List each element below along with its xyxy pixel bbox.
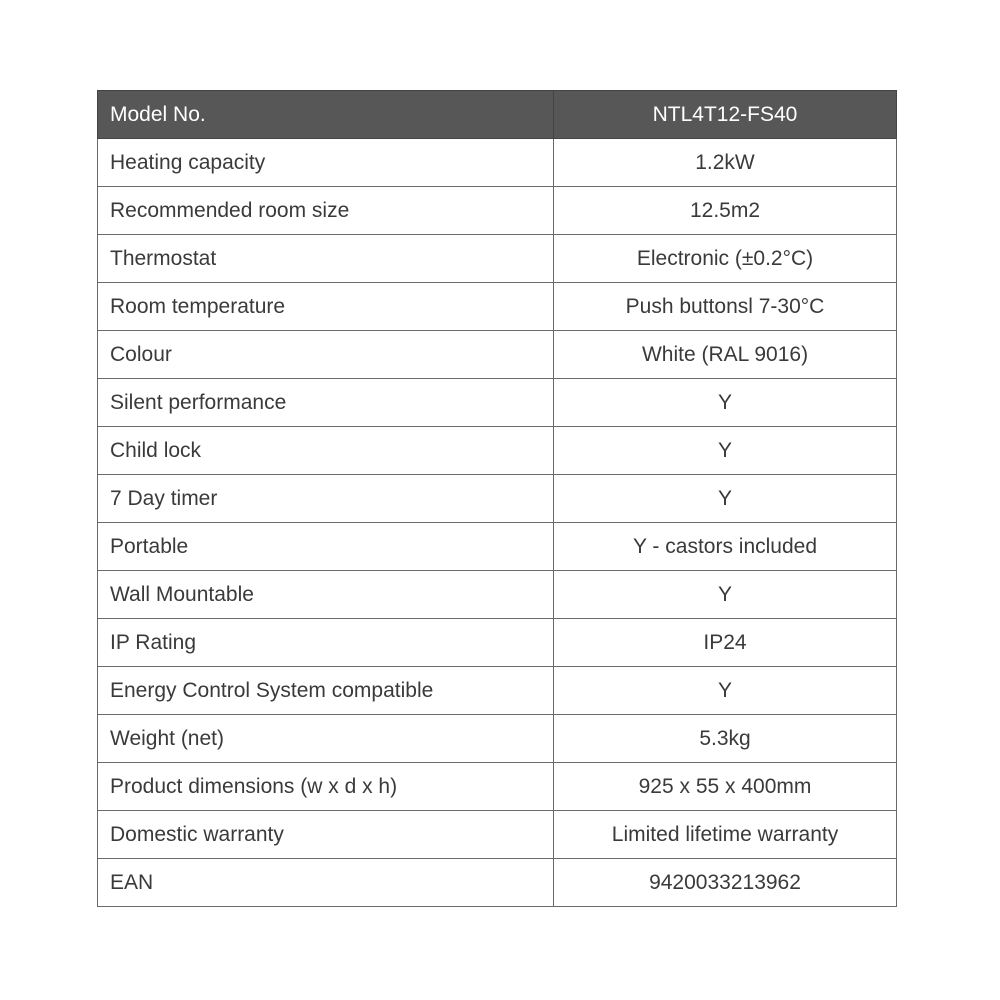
row-label: Colour xyxy=(98,331,554,379)
spec-table-header xyxy=(98,91,897,139)
row-value: Limited lifetime warranty xyxy=(554,811,897,859)
table-row xyxy=(98,715,897,763)
spec-table xyxy=(97,90,897,907)
table-row xyxy=(98,379,897,427)
row-value: Push buttonsl 7-30°C xyxy=(554,283,897,331)
table-row xyxy=(98,619,897,667)
row-value: 925 x 55 x 400mm xyxy=(554,763,897,811)
table-row xyxy=(98,667,897,715)
row-label: EAN xyxy=(98,859,554,907)
row-value: 1.2kW xyxy=(554,139,897,187)
table-row xyxy=(98,187,897,235)
row-label: Portable xyxy=(98,523,554,571)
row-label: Thermostat xyxy=(98,235,554,283)
row-value: Electronic (±0.2°C) xyxy=(554,235,897,283)
table-row xyxy=(98,283,897,331)
row-value: Y xyxy=(554,475,897,523)
table-row xyxy=(98,427,897,475)
row-value: Y xyxy=(554,427,897,475)
row-value: 9420033213962 xyxy=(554,859,897,907)
row-label: Silent performance xyxy=(98,379,554,427)
row-label: Child lock xyxy=(98,427,554,475)
table-row xyxy=(98,331,897,379)
table-row xyxy=(98,571,897,619)
row-value: IP24 xyxy=(554,619,897,667)
row-value: 5.3kg xyxy=(554,715,897,763)
table-row xyxy=(98,523,897,571)
header-label: Model No. xyxy=(98,91,554,139)
row-label: Product dimensions (w x d x h) xyxy=(98,763,554,811)
row-value: Y xyxy=(554,571,897,619)
row-label: Domestic warranty xyxy=(98,811,554,859)
header-row xyxy=(98,91,897,139)
row-label: 7 Day timer xyxy=(98,475,554,523)
table-row xyxy=(98,475,897,523)
row-value: 12.5m2 xyxy=(554,187,897,235)
table-row xyxy=(98,139,897,187)
header-value: NTL4T12-FS40 xyxy=(554,91,897,139)
row-value: Y xyxy=(554,379,897,427)
row-label: Recommended room size xyxy=(98,187,554,235)
spec-table-body xyxy=(98,139,897,907)
table-row xyxy=(98,859,897,907)
table-row xyxy=(98,811,897,859)
row-value: Y xyxy=(554,667,897,715)
row-label: IP Rating xyxy=(98,619,554,667)
table-row xyxy=(98,763,897,811)
row-label: Heating capacity xyxy=(98,139,554,187)
row-label: Room temperature xyxy=(98,283,554,331)
row-label: Weight (net) xyxy=(98,715,554,763)
table-row xyxy=(98,235,897,283)
row-label: Energy Control System compatible xyxy=(98,667,554,715)
row-label: Wall Mountable xyxy=(98,571,554,619)
row-value: Y - castors included xyxy=(554,523,897,571)
row-value: White (RAL 9016) xyxy=(554,331,897,379)
